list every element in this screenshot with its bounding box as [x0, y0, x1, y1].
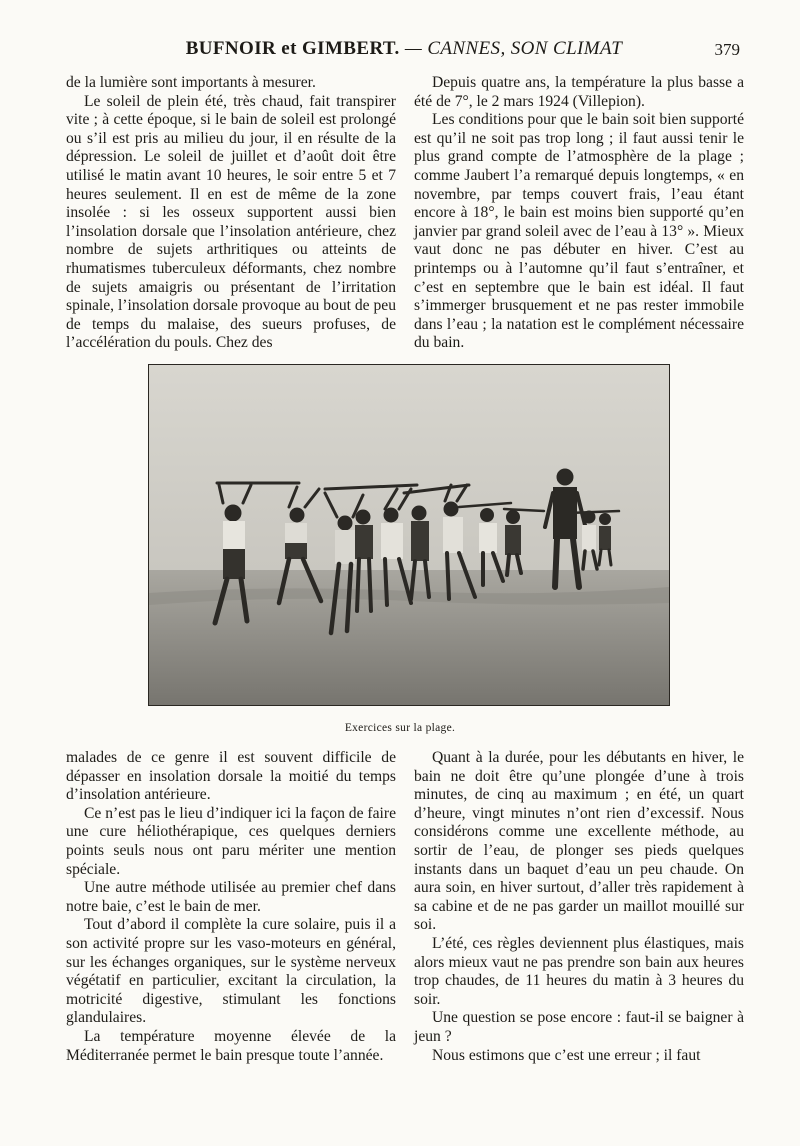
header-title: CANNES, SON CLIMAT	[427, 38, 623, 59]
paragraph: L’été, ces règles deviennent plus élastiques, mais alors mieux vaut ne pas prendre son bain aux heures trop chaudes, de 11 heures du matin à 3 heures du soir.	[414, 934, 744, 1008]
page-header	[66, 38, 742, 66]
header-separator: —	[404, 38, 423, 59]
photo-illustration	[149, 365, 669, 705]
paragraph: Tout d’abord il complète la cure solaire, puis il a son activité propre sur les vaso-moteurs en général, sur les échanges organiques, sur le système nerveux végétatif en particulier, excitant la circulation, la motricité digestive, stimulant les fonctions glandulaires.	[66, 916, 396, 1027]
paragraph: Une autre méthode utilisée au premier chef dans notre baie, c’est le bain de mer.	[66, 879, 396, 915]
figure-caption: Exercices sur la plage.	[344, 722, 456, 734]
column-top-right	[414, 74, 744, 353]
paragraph: Le soleil de plein été, très chaud, fait transpirer vite ; à cette époque, si le bain de soleil est prolongé ou s’il est pris au milieu du jour, il en résulte de la dépression. Le soleil de juillet et d’août doit être utilisé le matin avant 10 heures, le soir entre 5 et 7 heures seulement. Il en est de même de la zone insolée : si les osseux supportent aussi bien l’insolation dorsale que l’insolation antérieure, chez nombre de sujets arthritiques ou atteints de rhumatismes tuberculeux déformants, chez nombre de sujets amaigris ou présentant de l’irritation spinale, l’insolation dorsale provoque au bout de peu de temps du malaise, des sueurs profuses, de l’accélération du pouls. Chez des	[66, 92, 396, 352]
paragraph: Une question se pose encore : faut-il se baigner à jeun ?	[414, 1009, 744, 1045]
paragraph: La température moyenne élevée de la Méditerranée permet le bain presque toute l’année.	[66, 1027, 396, 1064]
column-top-left	[66, 74, 396, 353]
column-bottom-left	[66, 749, 396, 1065]
paragraph: Ce n’est pas le lieu d’indiquer ici la façon de faire une cure héliothérapique, ces quelques derniers points seuls nous ont paru mériter une mention spéciale.	[66, 804, 396, 878]
paragraph: Les conditions pour que le bain soit bien supporté est qu’il ne soit pas trop long ; il faut aussi tenir le plus grand compte de l’atmosphère de la plage ; comme Jaubert l’a remarqué depuis longtemps, « en novembre, par temps couvert frais, l’eau étant encore à 18°, le bain est moins bien supporté qu’en janvier par grand soleil avec de l’eau à 13° ». Mieux vaut donc ne pas débuter en hiver. C’est au printemps ou à l’automne qu’il faut s’entraîner, et c’est en septembre que le bain est idéal. Il faut s’immerger brusquement et ne pas rester immobile dans l’eau ; la natation est le complément nécessaire du bain.	[414, 111, 744, 352]
column-bottom-right	[414, 749, 744, 1065]
paragraph: malades de ce genre il est souvent difficile de dépasser en insolation dorsale la moitié du temps d’insolation antérieure.	[66, 749, 396, 804]
paragraph: de la lumière sont importants à mesurer.	[66, 74, 316, 91]
paragraph: Quant à la durée, pour les débutants en hiver, le bain ne doit être qu’une plongée d’une à trois minutes, de cinq au maximum ; en été, un quart d’heure, vingt minutes n’ont rien d’excessif. Nous considérons comme une excellente méthode, au sortir de l’eau, de plonger ses pieds quelques instants dans un baquet d’eau un peu chaude. On aura soin, en hiver surtout, d’aller très rapidement à sa cabine et de ne pas garder un maillot mouillé sur soi.	[414, 749, 744, 934]
header-author: BUFNOIR et GIMBERT.	[185, 38, 400, 59]
beach-exercise-photo	[148, 364, 670, 706]
page-number: 379	[714, 40, 740, 59]
running-title	[66, 38, 742, 60]
paragraph: Nous estimons que c’est une erreur ; il faut	[432, 1046, 701, 1064]
paragraph: Depuis quatre ans, la température la plus basse a été de 7°, le 2 mars 1924 (Villepion).	[414, 74, 744, 110]
